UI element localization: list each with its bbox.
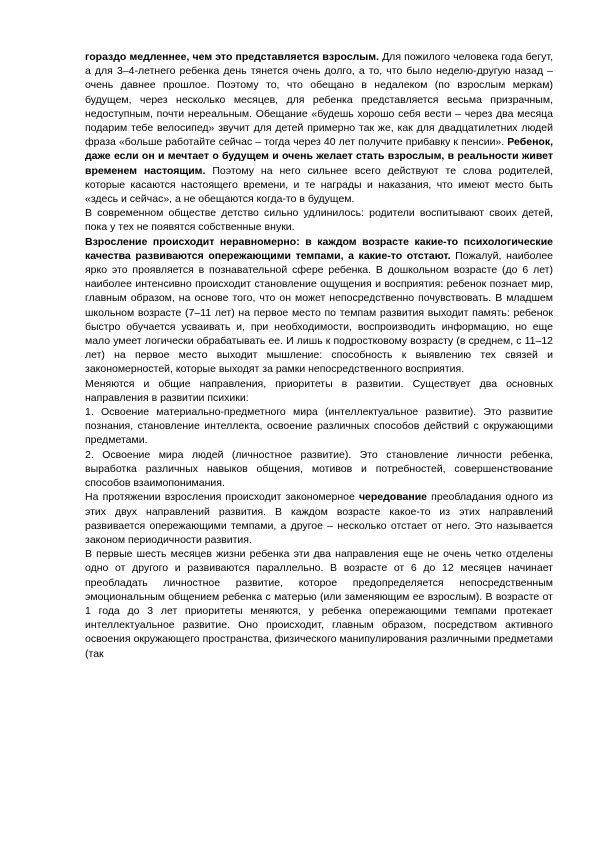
text-run: 2. Освоение мира людей (личностное развитие). Это становление личности ребенка, выработка различных навыков общения, мотивов и потребностей, совершенствование способов взаимопонимания. — [85, 448, 553, 490]
bold-text: гораздо медленнее, чем это представляется взрослым. — [85, 51, 379, 63]
list-item — [85, 405, 553, 448]
bold-text: Ребенок, даже если он и мечтает о будущем и очень желает стать взрослым, в реальности живет временем настоящим. — [85, 136, 553, 177]
text-run: Меняются и общие направления, приоритеты в развитии. Существует два основных направления в развитии психики: — [85, 377, 553, 404]
document-page — [85, 50, 553, 661]
text-run: Пожалуй, наиболее ярко это проявляется в познавательной сфере ребенка. В дошкольном возрасте (до 6 лет) наиболее интенсивно происходит становление ощущения и восприятия: ребенок познает мир, главным образом, на основе того, что он может непосредственно почувствовать. В младшем школьном возрасте (7–11 лет) на первое место по темпам развития выходит память: ребенок быстро обучается усваивать и, при необходимости, воспроизводить информацию, но еще мало умеет логически обрабатывать ее. И лишь к подростковому возрасту (в среднем, с 11–12 лет) на первое место выходит мышление: способность к выявлению тех связей и закономерностей, которые выходят за рамки непосредственного восприятия. — [85, 249, 554, 376]
paragraph — [85, 490, 553, 547]
text-run: На протяжении взросления происходит закономерное — [85, 491, 359, 504]
paragraph — [85, 547, 553, 661]
text-run: Поэтому на него сильнее всего действуют те слова родителей, которые касаются настоящего времени, и те награды и наказания, что имеют место быть «здесь и сейчас», а не обещаются когда-то в будущем. — [85, 164, 553, 206]
text-run: преобладания одного из этих двух направлений развития. В каждом возрасте какое-то из этих направлений развивается опережающими темпами, а другое – несколько отстает от него. Это называется законом периодичности развития. — [85, 491, 553, 546]
paragraph — [85, 206, 553, 234]
bold-text: чередование — [358, 491, 428, 504]
text-run: В современном обществе детство сильно удлинилось: родители воспитывают своих детей, пока у тех не появятся собственные внуки. — [85, 207, 553, 234]
text-run: 1. Освоение материально-предметного мира (интеллектуальное развитие). Это развитие познания, становление интеллекта, освоение различных способов действий с окружающими предметами. — [85, 406, 553, 447]
paragraph — [85, 50, 553, 206]
bold-text: Взросление происходит неравномерно: в каждом возрасте какие-то психологические качества развиваются опережающими темпами, а какие-то отстают. — [85, 235, 553, 262]
text-run: В первые шесть месяцев жизни ребенка эти два направления еще не очень четко отделены одно от другого и развиваются параллельно. В возрасте от 6 до 12 месяцев начинает преобладать личностное развитие, которое предопределяется непосредственным эмоциональным общением ребенка с матерью (или заменяющим ее взрослым). В возрасте от 1 года до 3 лет приоритеты меняются, у ребенка опережающими темпами протекает интеллектуальное развитие. Оно происходит, главным образом, посредством активного освоения окружающего пространства, физического манипулирования различными предметами (так — [85, 548, 553, 660]
list-item — [85, 448, 553, 491]
paragraph — [85, 377, 553, 405]
paragraph — [85, 235, 553, 377]
text-run: Для пожилого человека года бегут, а для 3–4-летнего ребенка день тянется очень долго, а то, что было неделю-другую назад – очень давнее прошлое. Поэтому то, что обещано в недалеком (по взрослым меркам) будущем, через несколько месяцев, для ребенка представляется весьма призрачным, недоступным, почти нереальным. Обещание «будешь хорошо себя вести – через два месяца подарим тебе велосипед» звучит для детей примерно так же, как для двадцатилетних людей фраза «больше работайте сейчас – тогда через 40 лет получите прибавку к пенсии». — [85, 51, 553, 149]
